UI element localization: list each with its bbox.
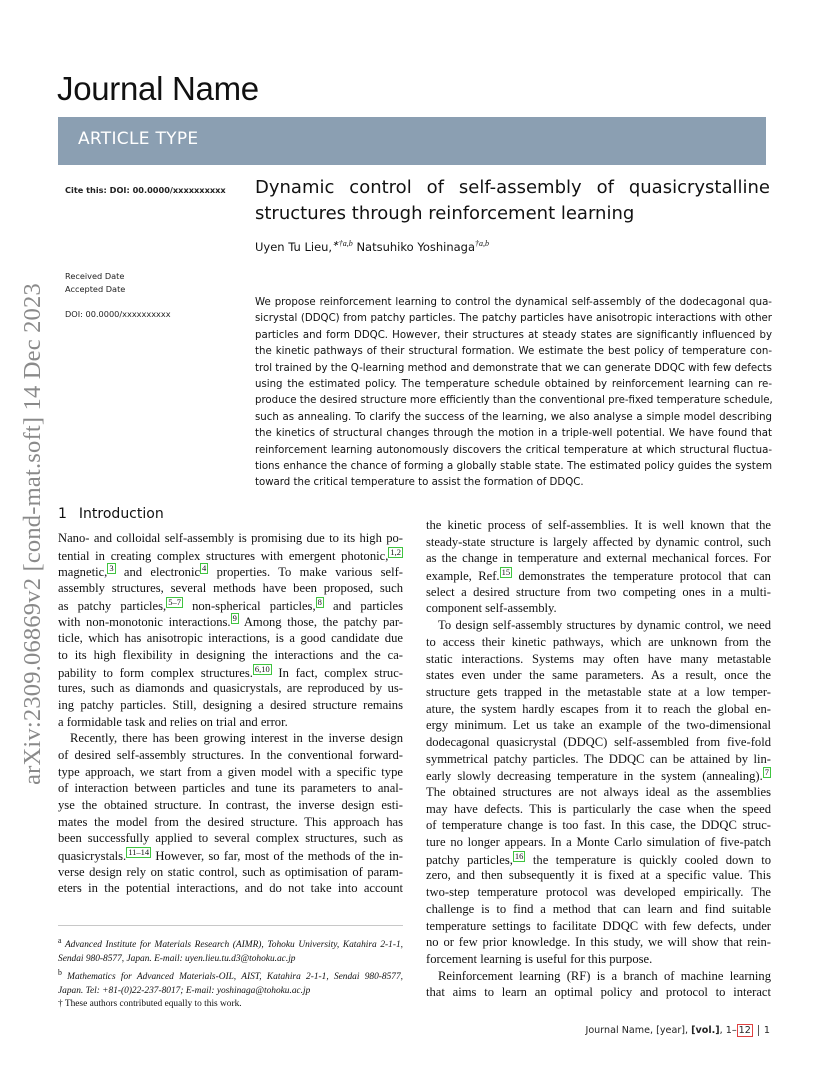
- footnote-line: $^a$ Advanced Institute for Materials Research (AIMR), Tohoku University, Katahira 2-1-1,: [58, 936, 403, 951]
- author-name: Natsuhiko Yoshinaga: [352, 239, 476, 254]
- body-line: Reinforcement learning (RF) is a branch of machine learning: [438, 968, 771, 983]
- body-line: that aims to learn an optimal policy and protocol to interact: [426, 985, 771, 1000]
- body-line: magnetic, 3 and electronic 4 properties. To make various self-: [58, 563, 403, 580]
- body-line: ing patchy particles. Still, designing a desired structure remains: [58, 697, 403, 712]
- body-line: the kinetic process of self-assemblies. It is well known that the: [426, 518, 771, 532]
- body-line: dodecagonal quasicrystal (DDQC) self-assembled from five-fold: [426, 734, 771, 749]
- citation-link[interactable]: 11–14: [128, 847, 150, 858]
- body-line: eters in the potential interactions, and do not take into account: [58, 881, 403, 896]
- citation-link[interactable]: 16: [514, 850, 524, 861]
- body-line: ergy minimum. Let us take an example of the two-dimensional: [426, 718, 771, 733]
- body-line: quasicrystals. 11–14 However, so far, most of the methods of the in-: [58, 847, 403, 864]
- footnote-divider: [58, 925, 403, 926]
- body-line: no or few prior knowledge. In this study, we will show that rein-: [426, 935, 771, 950]
- citation-link[interactable]: 6,10: [254, 663, 270, 674]
- body-line: steady-state structure is largely affected by dynamic control, such: [426, 534, 771, 549]
- body-line: The obtained structures are not always ideal as the assemblies: [426, 785, 771, 799]
- right-column: [426, 517, 771, 1001]
- paper-title: [255, 175, 770, 227]
- section-heading: [58, 506, 164, 522]
- article-type-banner: [58, 117, 766, 165]
- page-footer: Journal Name, [year], [vol.], 1– 12 1: [585, 1025, 770, 1036]
- received-date: Received Date: [65, 271, 125, 281]
- body-line: may have defects. This is particularly the case when the speed: [426, 801, 771, 816]
- body-line: Recently, there has been growing interest in the inverse design: [70, 731, 403, 746]
- abstract-line: trol trained by the Q-learning method and demonstrate that we can generate DDQC with few defects: [255, 362, 772, 374]
- body-line: Nano- and colloidal self-assembly is promising due to its high po-: [58, 531, 403, 545]
- body-line: temperature settings to facilitate DDQC with few defects, under: [426, 918, 771, 933]
- citation-link[interactable]: 8: [317, 596, 322, 607]
- body-line: verse design rely on static control, such as optimisation of param-: [58, 864, 403, 879]
- abstract-line: produce the desired structure more efficiently than the conventional pre-fixed temperature schedule,: [255, 395, 773, 407]
- body-line: challenge is to find a method that can learn and find suitable: [426, 901, 771, 916]
- abstract-line: reinforcement learning autonomously discovers the critical temperature at which structural fluctua-: [255, 444, 772, 456]
- citation-link[interactable]: 9: [232, 613, 237, 624]
- author-name: Uyen Tu Lieu,: [255, 239, 333, 254]
- body-line: of desired self-assembly structures. In the conventional forward-: [58, 747, 403, 762]
- abstract: [255, 295, 772, 492]
- page-range-link[interactable]: 12: [738, 1025, 751, 1036]
- citation-link[interactable]: 15: [501, 567, 511, 578]
- body-line: been successfully applied to several complex structures, such as: [58, 831, 403, 846]
- body-line: to its high flexibility in designing the interactions and the ca-: [58, 647, 403, 662]
- author-list: [255, 239, 489, 254]
- body-line: of temperature change is too fast. In this case, the DDQC struc-: [426, 818, 771, 833]
- doi-link[interactable]: DOI: 00.0000/xxxxxxxxxx: [65, 309, 171, 319]
- section-number: 1: [58, 506, 67, 522]
- abstract-line: such as annealing. To clarify the success of the learning, we also analyse a simple model describing: [255, 411, 772, 423]
- body-line: as the change in temperature and external mechanical forces. For: [426, 551, 771, 566]
- footnote-line: † These authors contributed equally to this work.: [58, 999, 242, 1010]
- body-line: ature, the system hardly escapes from it to reach the global en-: [426, 701, 771, 716]
- body-line: of interaction between particles and tune its parameters to anal-: [58, 781, 403, 796]
- body-line: ture no longer appears. In a Monte Carlo simulation of five-patch: [426, 835, 771, 850]
- body-line: yse the obtained structure. In contrast, the inverse design esti-: [58, 798, 403, 812]
- footnote-line: $^b$ Mathematics for Advanced Materials-OIL, AIST, Katahira 2-1-1, Sendai 980-8577,: [58, 968, 403, 983]
- citation-link[interactable]: 5–7: [168, 596, 181, 607]
- body-line: To design self-assembly structures by dynamic control, we need: [438, 618, 771, 633]
- citation-link[interactable]: 3: [109, 563, 114, 574]
- body-line: to access their kinetic pathways, which are unknown from the: [426, 634, 771, 649]
- body-line: symmetrical patchy particles. The DDQC can be attained by lin-: [426, 751, 771, 766]
- abstract-line: We propose reinforcement learning to control the dynamical self-assembly of the dodecagonal qua-: [255, 297, 772, 308]
- footnote-line: Japan. Tel: +81-(0)22-237-8017; E-mail: yoshinaga@tohoku.ac.jp: [58, 985, 311, 996]
- body-line: tures, such as diamonds and quasicrystals, are reproduced by us-: [58, 681, 403, 696]
- body-line: with non-monotonic interactions. 9 Among those, the patchy par-: [58, 613, 403, 630]
- page-number: 1: [763, 1025, 770, 1036]
- cite-this: Cite this: DOI: 00.0000/xxxxxxxxxx: [65, 185, 226, 195]
- abstract-line: toward the critical temperature to assist the formation of DDQC.: [255, 477, 584, 489]
- citation-link[interactable]: 7: [764, 767, 769, 778]
- body-line: type approach, we start from a given model with a specific type: [58, 764, 403, 779]
- abstract-line: particles and form DDQC. However, their structures at steady states are significantly influenced by: [255, 329, 772, 341]
- body-line: a formidable task and relies on trial and error.: [58, 714, 288, 729]
- body-line: select a desired structure from two competing ones in a multi-: [426, 584, 771, 599]
- article-type: ARTICLE TYPE: [78, 129, 199, 149]
- abstract-line: using the estimated policy. The temperature schedule obtained by reinforcement learning can re-: [255, 379, 772, 391]
- footnotes: [58, 934, 403, 1012]
- accepted-date: Accepted Date: [65, 284, 126, 294]
- journal-name: Journal Name: [57, 70, 259, 107]
- section-title: Introduction: [78, 506, 164, 522]
- body-line: static interactions. Systems may often have many metastable: [426, 651, 771, 666]
- body-line: mates the model from the desired structure. This approach has: [58, 814, 403, 829]
- arxiv-identifier: arXiv:2309.06869v2 [cond-mat.soft] 14 Dec 2023: [19, 282, 46, 785]
- body-line: ticle, which has anisotropic interactions, is a good candidate due: [58, 631, 403, 646]
- body-line: component self-assembly.: [426, 601, 557, 616]
- footer-divider: [758, 1025, 759, 1036]
- body-line: example, Ref. 15 demonstrates the temperature protocol that can: [426, 567, 771, 584]
- author-affiliation: †a,b: [475, 239, 490, 248]
- abstract-line: the kinetics of structural changes through the motion in a triple-well potential. We have found that: [255, 428, 772, 440]
- title-line: structures through reinforcement learning: [255, 203, 635, 224]
- body-line: tential in creating complex structures with emergent photonic, 1,2: [58, 546, 401, 563]
- abstract-line: tions enhance the chance of forming a globally stable state. The estimated policy guides the system: [255, 461, 772, 473]
- abstract-line: the kinetic pathways of their structural formation. We estimate the best policy of temperature con-: [255, 346, 772, 358]
- citation-link[interactable]: 1,2: [390, 546, 401, 557]
- body-line: assembly structures, several methods have been proposed, such: [58, 581, 403, 596]
- title-line: Dynamic control of self-assembly of quasicrystalline: [255, 177, 770, 198]
- body-line: pability to form complex structures. 6,10 In fact, complex struc-: [58, 663, 403, 680]
- footnote-line: Sendai 980-8577, Japan. E-mail: uyen.lieu.tu.d3@tohoku.ac.jp: [58, 953, 296, 964]
- body-line: two-step temperature protocol was developed empirically. The: [426, 885, 771, 900]
- body-line: states even under the same parameters. As a result, once the: [426, 668, 771, 683]
- body-line: structure gets trapped in the metastable state at a low temper-: [426, 684, 771, 699]
- abstract-line: sicrystal (DDQC) from patchy particles. The patchy particles have anisotropic interactions with other: [255, 313, 772, 325]
- author-affiliation: ∗†a,b: [332, 239, 353, 248]
- body-line: patchy particles, 16 the temperature is quickly cooled down to: [426, 850, 771, 867]
- body-line: as patchy particles, 5–7 non-spherical particles, 8 and particles: [58, 596, 403, 613]
- body-line: early slowly decreasing temperature in the system (annealing). 7: [426, 767, 769, 784]
- body-line: zero, and then subsequently it is fixed at a specific value. This: [426, 868, 771, 883]
- citation-link[interactable]: 4: [202, 563, 207, 574]
- left-column: [58, 530, 403, 897]
- body-line: forcement learning is useful for this purpose.: [426, 951, 653, 966]
